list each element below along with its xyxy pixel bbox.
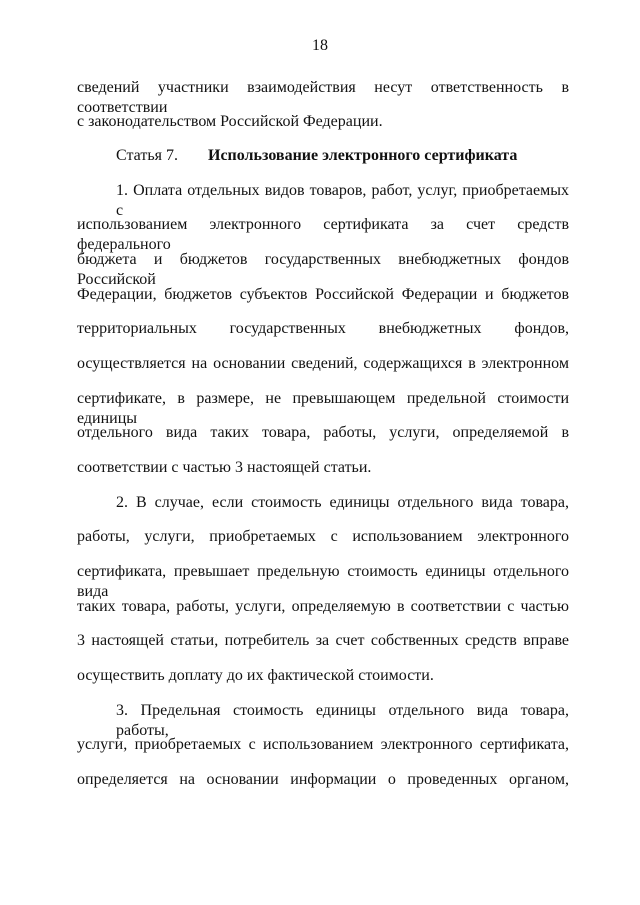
paragraph-line: 3. Предельная стоимость единицы отдельного вида товара, работы, bbox=[116, 702, 569, 739]
paragraph-line: отдельного вида таких товара, работы, услуги, определяемой в bbox=[77, 424, 569, 441]
paragraph-line: определяется на основании информации о проведенных органом, bbox=[77, 771, 569, 788]
paragraph-line: услуги, приобретаемых с использованием электронного сертификата, bbox=[77, 736, 569, 753]
article-title: Использование электронного сертификата bbox=[208, 147, 518, 164]
paragraph-line: 3 настоящей статьи, потребитель за счет собственных средств вправе bbox=[77, 632, 569, 649]
paragraph-line: сертификате, в размере, не превышающем предельной стоимости единицы bbox=[77, 390, 569, 427]
paragraph-line: соответствии с частью 3 настоящей статьи. bbox=[77, 459, 372, 476]
paragraph-line: сертификата, превышает предельную стоимость единицы отдельного вида bbox=[77, 563, 569, 600]
article-label: Статья 7. bbox=[116, 147, 178, 164]
paragraph-line: Федерации, бюджетов субъектов Российской Федерации и бюджетов bbox=[77, 286, 569, 303]
paragraph-line: осуществляется на основании сведений, содержащихся в электронном bbox=[77, 355, 569, 372]
paragraph-line: территориальных государственных внебюджетных фондов, bbox=[77, 320, 569, 337]
text-line: с законодательством Российской Федерации. bbox=[77, 113, 383, 130]
paragraph-line: использованием электронного сертификата за счет средств федерального bbox=[77, 216, 569, 253]
paragraph-line: таких товара, работы, услуги, определяемую в соответствии с частью bbox=[77, 598, 569, 615]
page-number: 18 bbox=[312, 37, 328, 54]
paragraph-line: 2. В случае, если стоимость единицы отдельного вида товара, bbox=[116, 494, 569, 511]
text-line: сведений участники взаимодействия несут ответственность в соответствии bbox=[77, 79, 569, 116]
paragraph-line: 1. Оплата отдельных видов товаров, работ, услуг, приобретаемых с bbox=[116, 182, 569, 219]
paragraph-line: бюджета и бюджетов государственных внебюджетных фондов Российской bbox=[77, 251, 569, 288]
paragraph-line: работы, услуги, приобретаемых с использованием электронного bbox=[77, 528, 569, 545]
paragraph-line: осуществить доплату до их фактической стоимости. bbox=[77, 667, 434, 684]
